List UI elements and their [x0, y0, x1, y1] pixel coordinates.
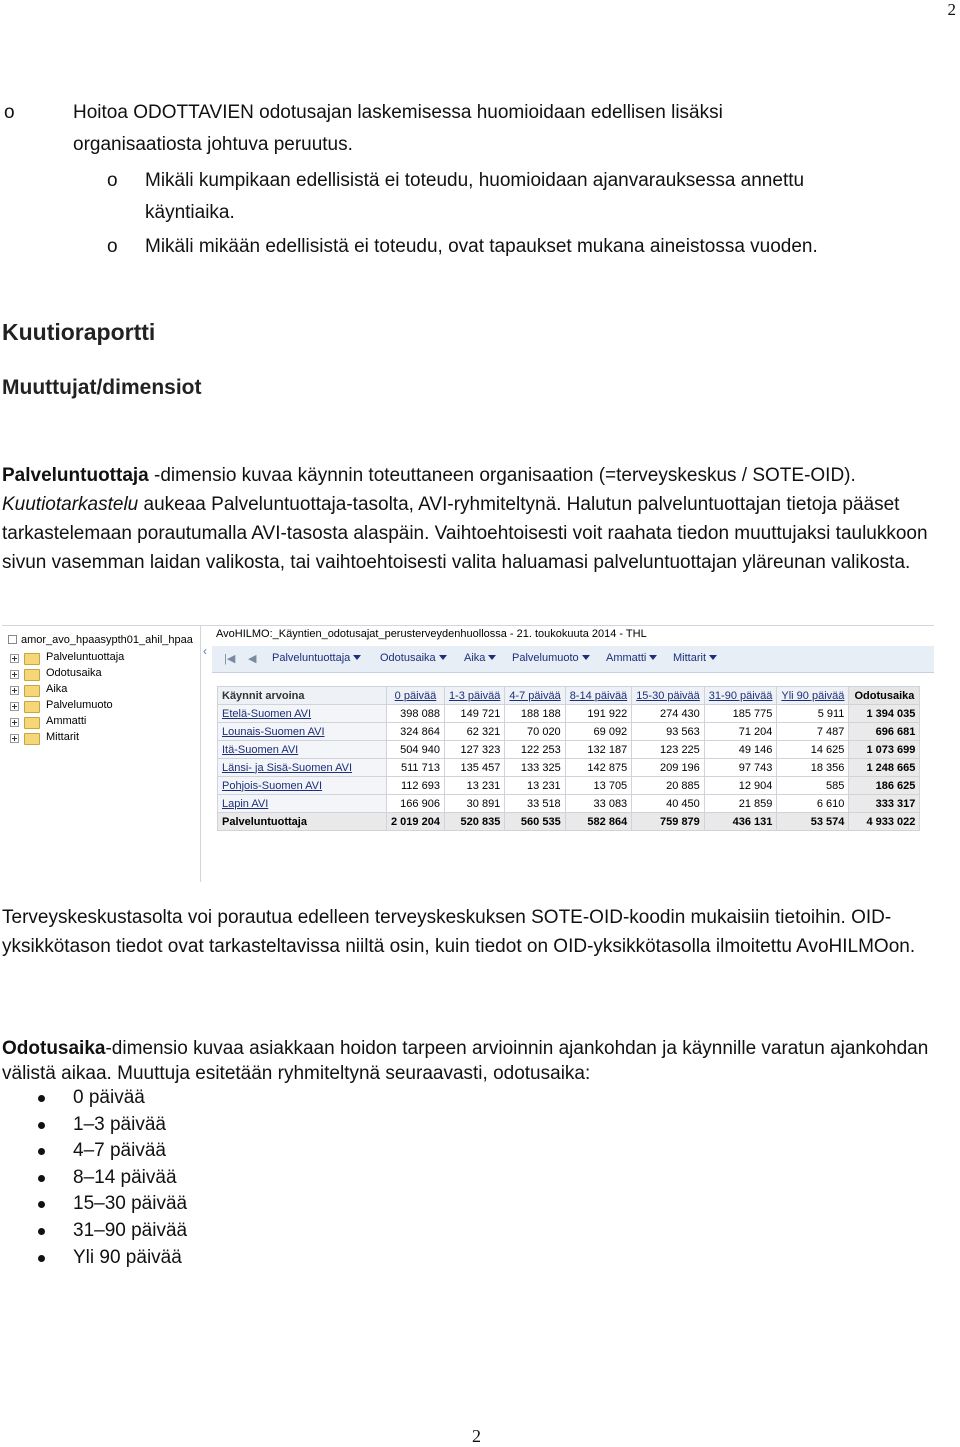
- table-cell: 520 835: [444, 813, 504, 831]
- heading-muuttujat: Muuttujat/dimensiot: [2, 376, 202, 399]
- toolbar-aika[interactable]: Aika: [464, 652, 496, 664]
- table-cell-total: 1 073 699: [849, 741, 920, 759]
- table-cell: 71 204: [704, 723, 777, 741]
- table-row: [218, 759, 920, 777]
- report-area: [212, 626, 934, 882]
- folder-icon: [24, 701, 40, 713]
- table-cell: 133 325: [505, 759, 565, 777]
- table-cell: 5 911: [777, 705, 849, 723]
- table-cell: 436 131: [704, 813, 777, 831]
- table-row: [218, 723, 920, 741]
- column-header[interactable]: 31-90 päivää: [704, 687, 777, 705]
- bullet-marker: o: [4, 102, 15, 123]
- toolbar-odotusaika[interactable]: Odotusaika: [380, 652, 447, 664]
- table-cell: 185 775: [704, 705, 777, 723]
- paragraph-palveluntuottaja: Palveluntuottaja -dimensio kuvaa käynnin toteuttaneen organisaation (=terveyskeskus / SOTE-OID). Kuutiotarkastelu aukeaa Palveluntuottaja-tasolta, AVI-ryhmiteltynä. Halutun palveluntuottajan tietoja pääset tarkastelemaan porautumalla AVI-tasosta alaspäin. Vaihtoehtoisesti voit raahata tiedon muuttujaksi taulukkoon sivun vasemman laidan valikosta, tai vaihtoehtoisesti valita haluamasi palveluntuottajan yläreunan valikosta.: [2, 465, 928, 573]
- toolbar-mittarit[interactable]: Mittarit: [673, 652, 717, 664]
- table-cell: 6 610: [777, 795, 849, 813]
- table-cell: 30 891: [444, 795, 504, 813]
- table-cell-total: 333 317: [849, 795, 920, 813]
- list-item: 31–90 päivää: [0, 1218, 187, 1245]
- table-cell: 585: [777, 777, 849, 795]
- table-cell: 511 713: [387, 759, 445, 777]
- sub-bullet-marker: o: [107, 170, 118, 191]
- table-cell: 398 088: [387, 705, 445, 723]
- expand-icon[interactable]: [10, 718, 19, 727]
- table-row: [218, 741, 920, 759]
- table-cell: 69 092: [565, 723, 632, 741]
- list-item: 15–30 päivää: [0, 1191, 187, 1218]
- bullet-text: organisaatiosta johtuva peruutus.: [73, 134, 353, 155]
- measure-label: Käynnit arvoina: [218, 687, 387, 705]
- table-cell: 560 535: [505, 813, 565, 831]
- sub-bullet-text: Mikäli mikään edellisistä ei toteudu, ovat tapaukset mukana aineistossa vuoden.: [145, 236, 818, 257]
- table-row: [218, 777, 920, 795]
- table-cell: 209 196: [632, 759, 705, 777]
- row-header-total: Palveluntuottaja: [218, 813, 387, 831]
- table-cell: 40 450: [632, 795, 705, 813]
- row-header[interactable]: Itä-Suomen AVI: [218, 741, 387, 759]
- table-cell: 274 430: [632, 705, 705, 723]
- sub-bullet-marker: o: [107, 236, 118, 257]
- term-kuutiotarkastelu: Kuutiotarkastelu: [2, 494, 139, 515]
- table-cell: 504 940: [387, 741, 445, 759]
- table-cell: 13 231: [505, 777, 565, 795]
- expand-icon[interactable]: [10, 734, 19, 743]
- table-row: [218, 795, 920, 813]
- table-cell: 2 019 204: [387, 813, 445, 831]
- list-item: 8–14 päivää: [0, 1165, 187, 1192]
- list-item: Yli 90 päivää: [0, 1245, 187, 1272]
- column-header[interactable]: 15-30 päivää: [632, 687, 705, 705]
- toolbar-ammatti[interactable]: Ammatti: [606, 652, 657, 664]
- table-cell: 123 225: [632, 741, 705, 759]
- table-header-row: [218, 687, 920, 705]
- folder-icon: [24, 717, 40, 729]
- folder-icon: [24, 669, 40, 681]
- table-cell: 112 693: [387, 777, 445, 795]
- toolbar-palveluntuottaja[interactable]: Palveluntuottaja: [272, 652, 361, 664]
- row-header[interactable]: Länsi- ja Sisä-Suomen AVI: [218, 759, 387, 777]
- table-cell: 97 743: [704, 759, 777, 777]
- table-total-row: [218, 813, 920, 831]
- table-cell: 582 864: [565, 813, 632, 831]
- list-item: 4–7 päivää: [0, 1138, 187, 1165]
- cube-name: amor_avo_hpaasypth01_ahil_hpaa: [8, 634, 193, 646]
- row-header[interactable]: Pohjois-Suomen AVI: [218, 777, 387, 795]
- table-cell: 14 625: [777, 741, 849, 759]
- dimension-toolbar: [212, 646, 934, 673]
- table-cell-total: 4 933 022: [849, 813, 920, 831]
- dropdown-caret-icon: [582, 655, 590, 660]
- table-cell: 62 321: [444, 723, 504, 741]
- row-header[interactable]: Lounais-Suomen AVI: [218, 723, 387, 741]
- expand-icon[interactable]: [10, 702, 19, 711]
- dropdown-caret-icon: [709, 655, 717, 660]
- table-cell: 13 705: [565, 777, 632, 795]
- table-cell: 149 721: [444, 705, 504, 723]
- column-header[interactable]: 1-3 päivää: [444, 687, 504, 705]
- table-cell: 759 879: [632, 813, 705, 831]
- row-header[interactable]: Etelä-Suomen AVI: [218, 705, 387, 723]
- table-cell: 166 906: [387, 795, 445, 813]
- list-item: 1–3 päivää: [0, 1112, 187, 1139]
- sub-bullet-text: käyntiaika.: [145, 202, 235, 223]
- row-header[interactable]: Lapin AVI: [218, 795, 387, 813]
- table-cell: 33 518: [505, 795, 565, 813]
- collapse-panel-icon[interactable]: ‹: [203, 644, 207, 658]
- expand-icon[interactable]: [10, 654, 19, 663]
- table-cell: 49 146: [704, 741, 777, 759]
- term-odotusaika: Odotusaika: [2, 1038, 106, 1059]
- column-header[interactable]: 8-14 päivää: [565, 687, 632, 705]
- table-cell: 127 323: [444, 741, 504, 759]
- table-cell: 70 020: [505, 723, 565, 741]
- cube-table: [217, 686, 920, 831]
- table-row: [218, 705, 920, 723]
- term-palveluntuottaja: Palveluntuottaja: [2, 465, 149, 486]
- table-cell: 188 188: [505, 705, 565, 723]
- toolbar-palvelumuoto[interactable]: Palvelumuoto: [512, 652, 590, 664]
- page-number-bottom: 2: [472, 1426, 481, 1446]
- column-header-total: Odotusaika: [849, 687, 920, 705]
- table-cell: 13 231: [444, 777, 504, 795]
- table-cell: 142 875: [565, 759, 632, 777]
- folder-icon: [24, 733, 40, 745]
- paragraph-terveyskeskustaso: Terveyskeskustasolta voi porautua edelleen terveyskeskuksen SOTE-OID-koodin mukaisiin tietoihin. OID-yksikkötason tiedot ovat tarkasteltavissa niiltä osin, kuin tiedot on OID-yksikkötasolla ilmoitettu AvoHILMOon.: [2, 907, 916, 957]
- table-cell: 122 253: [505, 741, 565, 759]
- folder-icon: [24, 685, 40, 697]
- expand-icon[interactable]: [10, 686, 19, 695]
- table-cell: 135 457: [444, 759, 504, 777]
- folder-icon: [24, 653, 40, 665]
- table-cell: 7 487: [777, 723, 849, 741]
- table-cell: 18 356: [777, 759, 849, 777]
- table-cell-total: 1 248 665: [849, 759, 920, 777]
- table-cell-total: 696 681: [849, 723, 920, 741]
- dropdown-caret-icon: [488, 655, 496, 660]
- table-cell-total: 186 625: [849, 777, 920, 795]
- cube-report-screenshot: [2, 625, 934, 882]
- table-cell: 191 922: [565, 705, 632, 723]
- table-cell: 12 904: [704, 777, 777, 795]
- expand-icon[interactable]: [10, 670, 19, 679]
- previous-page-icon[interactable]: ◀: [248, 653, 257, 665]
- dropdown-caret-icon: [649, 655, 657, 660]
- bullet-text: Hoitoa ODOTTAVIEN odotusajan laskemisessa huomioidaan edellisen lisäksi: [73, 102, 723, 123]
- table-cell: 53 574: [777, 813, 849, 831]
- page-number-top: 2: [947, 0, 956, 19]
- wait-group-list: [0, 1085, 187, 1271]
- first-page-icon[interactable]: |◀: [224, 653, 236, 665]
- table-cell: 20 885: [632, 777, 705, 795]
- column-header[interactable]: 4-7 päivää: [505, 687, 565, 705]
- heading-kuutioraportti: Kuutioraportti: [2, 319, 156, 345]
- dropdown-caret-icon: [353, 655, 361, 660]
- table-cell: 33 083: [565, 795, 632, 813]
- sub-bullet-text: Mikäli kumpikaan edellisistä ei toteudu, huomioidaan ajanvarauksessa annettu: [145, 170, 805, 191]
- table-cell: 93 563: [632, 723, 705, 741]
- column-header[interactable]: 0 päivää: [387, 687, 445, 705]
- report-title: AvoHILMO:_Käyntien_odotusajat_perusterveydenhuollossa - 21. toukokuuta 2014 - THL: [216, 628, 647, 640]
- dropdown-caret-icon: [439, 655, 447, 660]
- table-cell: 132 187: [565, 741, 632, 759]
- dimension-tree-panel: amor_avo_hpaasypth01_ahil_hpaa Palveluntuottaja Odotusaika Aika Palvelumuoto Ammatti Mittarit: [2, 626, 201, 882]
- table-cell: 324 864: [387, 723, 445, 741]
- table-cell: 21 859: [704, 795, 777, 813]
- paragraph-odotusaika: Odotusaika-dimensio kuvaa asiakkaan hoidon tarpeen arvioinnin ajankohdan ja käynnille varatun ajankohdan välistä aikaa. Muuttuja esitetään ryhmiteltynä seuraavasti, odotusaika:: [2, 1038, 929, 1084]
- list-item: 0 päivää: [0, 1085, 187, 1112]
- table-cell-total: 1 394 035: [849, 705, 920, 723]
- column-header[interactable]: Yli 90 päivää: [777, 687, 849, 705]
